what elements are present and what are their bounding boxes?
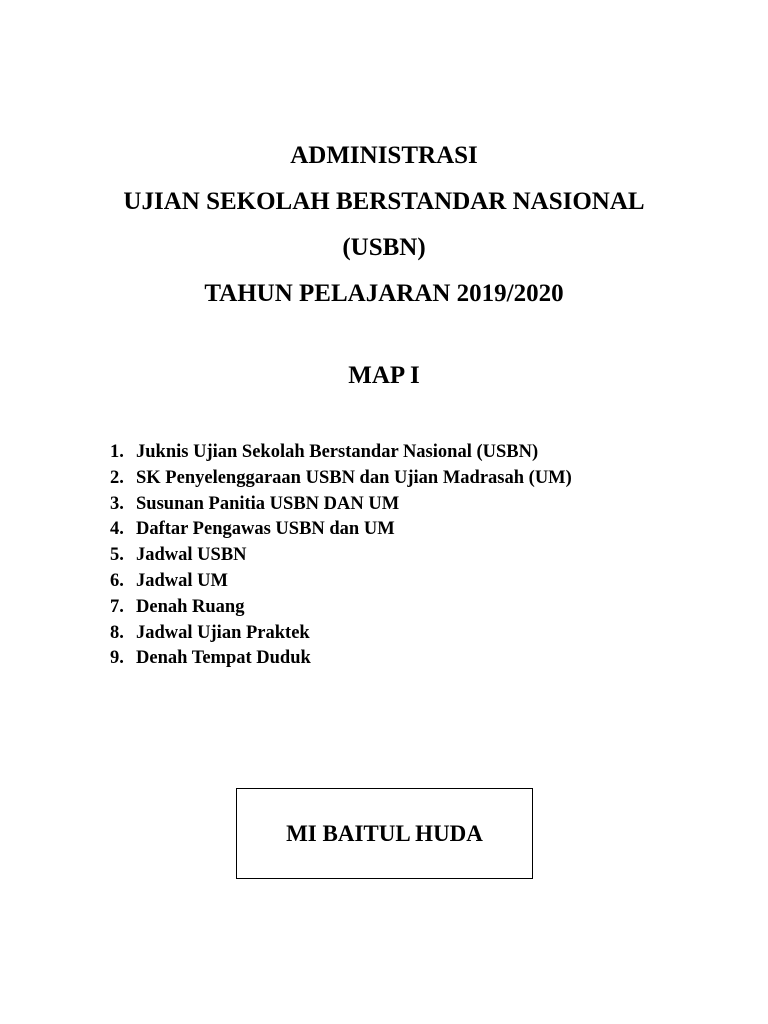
map-heading: MAP I <box>348 362 420 389</box>
document-list <box>110 440 572 672</box>
list-item-number: 4. <box>110 519 124 540</box>
list-item-number: 3. <box>110 493 124 514</box>
list-item <box>110 646 572 672</box>
list-item <box>110 466 572 492</box>
title-block <box>0 137 768 321</box>
list-item-number: 9. <box>110 648 124 669</box>
list-item-number: 6. <box>110 570 124 591</box>
list-item-number: 5. <box>110 545 124 566</box>
list-item-label: Susunan Panitia USBN DAN UM <box>136 493 400 514</box>
list-item-number: 1. <box>110 442 124 462</box>
title-line-4: TAHUN PELAJARAN 2019/2020 <box>204 280 564 307</box>
list-item-number: 2. <box>110 467 124 488</box>
list-item <box>110 440 572 466</box>
title-line-3: (USBN) <box>342 234 426 261</box>
list-item-label: Jadwal Ujian Praktek <box>136 622 310 643</box>
list-item-number: 7. <box>110 596 124 617</box>
list-item-label: Jadwal UM <box>136 570 228 591</box>
list-item <box>110 492 572 518</box>
list-item-label: Daftar Pengawas USBN dan UM <box>136 519 395 540</box>
list-item <box>110 517 572 543</box>
list-item-label: Denah Tempat Duduk <box>136 648 311 669</box>
list-item-label: SK Penyelenggaraan USBN dan Ujian Madrasah (UM) <box>136 467 572 488</box>
list-item-number: 8. <box>110 622 124 643</box>
school-name-box <box>236 788 533 879</box>
list-item-label: Jadwal USBN <box>136 545 247 566</box>
list-item-label: Juknis Ujian Sekolah Berstandar Nasional (USBN) <box>136 442 539 462</box>
list-item <box>110 621 572 647</box>
title-line-1: ADMINISTRASI <box>290 142 478 169</box>
title-line-2: UJIAN SEKOLAH BERSTANDAR NASIONAL <box>123 188 645 215</box>
list-item <box>110 595 572 621</box>
school-name: MI BAITUL HUDA <box>286 820 483 846</box>
list-item <box>110 543 572 569</box>
list-item <box>110 569 572 595</box>
list-item-label: Denah Ruang <box>136 596 245 617</box>
